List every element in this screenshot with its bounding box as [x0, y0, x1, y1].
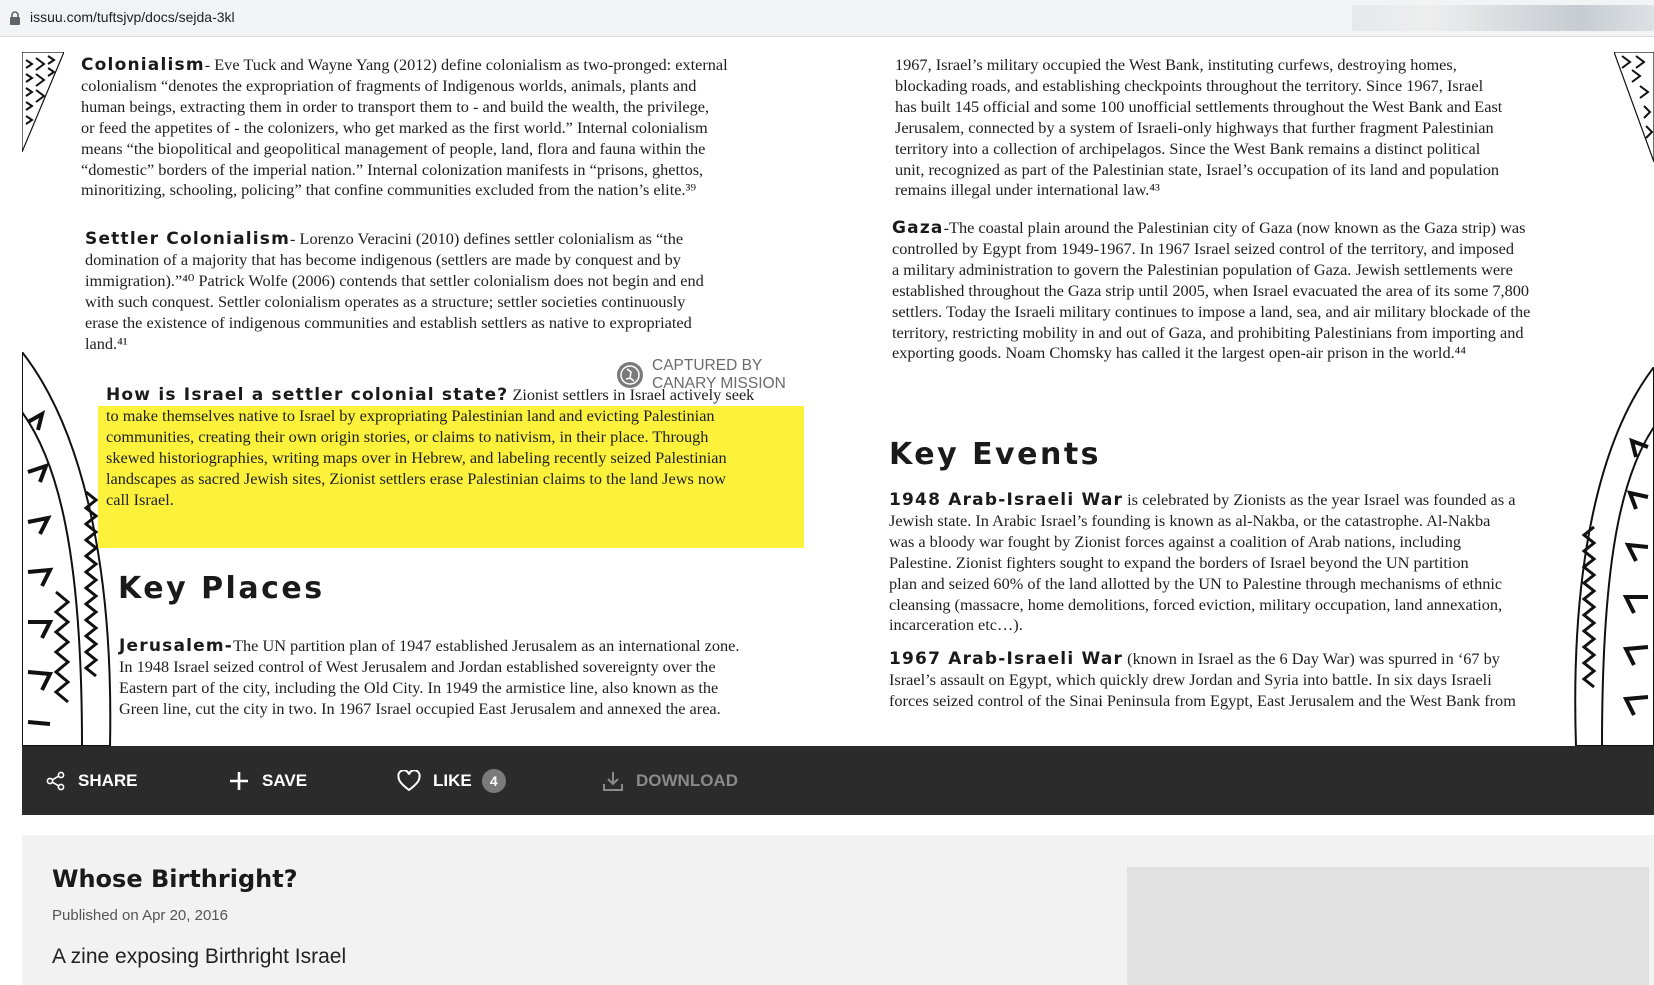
section-gaza: Gaza-The coastal plain around the Palestinian city of Gaza (now known as the Gaza strip) was controlled by Egypt from 1949-1967. In 1967 Israel seized control of the territory, and imposed a military administration to govern the Palestinian population of Gaza. Jewish settlements were established throughout the Gaza strip until 2005, when Israel evacuated the area of its some 7,800 settlers. Today the Israeli military continues to impose a land, sea, and air military blockade of the territory, restricting mobility in and out of Gaza, and prohibiting Palestinians from importing and exporting goods. Noam Chomsky has called it the largest open-air prison in the world.⁴⁴	[892, 218, 1531, 363]
like-count-badge: 4	[482, 769, 506, 793]
key-places-heading: Key Places	[118, 571, 325, 606]
key-events-heading: Key Events	[889, 437, 1102, 472]
section-heading: Colonialism	[81, 55, 205, 75]
keffiyeh-pattern-top-left	[22, 52, 64, 152]
like-button[interactable]: LIKE 4	[397, 746, 506, 815]
share-icon	[46, 771, 66, 791]
document-page	[22, 37, 1654, 746]
section-heading: How is Israel a settler colonial state?	[106, 385, 509, 405]
publication-info	[22, 835, 1654, 985]
section-1948-war: 1948 Arab-Israeli War is celebrated by Zionists as the year Israel was founded as a Jewish state. In Arabic Israel’s founding is known as al-Nakba, or the catastrophe. Al-Nakba was a bloody war fought by Zionist forces against a coalition of Arab nations, including Palestine. Zionist fighters sought to expand the borders of Israel beyond the UN partition plan and seized 60% of the land allotted by the UN to Palestine through mechanisms of ethnic cleansing (massacre, home demolitions, forced eviction, military occupation, land annexation, incarceration etc…).	[889, 490, 1516, 635]
document-toolbar	[22, 746, 1654, 815]
blurred-extensions	[1352, 5, 1654, 31]
section-heading: Jerusalem-	[119, 636, 234, 656]
keffiyeh-pattern-top-right	[1614, 52, 1654, 162]
section-heading: Settler Colonialism	[85, 229, 291, 249]
section-heading: Gaza	[892, 218, 944, 238]
publication-title: Whose Birthright?	[52, 865, 298, 893]
download-icon	[602, 770, 624, 792]
save-button[interactable]: SAVE	[228, 746, 307, 815]
section-settler-colonial-state: How is Israel a settler colonial state? Zionist settlers in Israel actively seek to make themselves native to Israel by expropriating Palestinian land and evicting Palestinian communities, creating their own origin stories, or claims to nativism, in their place. Through skewed historiographies, writing maps over in Hebrew, and labeling recently seized Palestinian landscapes as sacred Jewish sites, Zionist settlers erase Palestinian claims to the land Jews now call Israel.	[106, 385, 755, 509]
published-date: Published on Apr 20, 2016	[52, 907, 228, 924]
url-text[interactable]: issuu.com/tuftsjvp/docs/sejda-3kl	[30, 9, 235, 25]
section-heading: 1948 Arab-Israeli War	[889, 490, 1124, 510]
section-colonialism: Colonialism- Eve Tuck and Wayne Yang (2012) define colonialism as two-pronged: external colonialism “denotes the expropriation of fragments of Indigenous worlds, animals, plants and human beings, extracting them in order to transport them to - and build the wealth, the privilege, or feed the appetites of - the colonizers, who get marked as the first world.” Internal colonialism means “the biopolitical and geopolitical management of people, land, flora and fauna within the “domestic” borders of the imperial nation.” Internal colonization manifests in “prisons, ghettos, minoritizing, schooling, policing” that confine communities excluded from the nation’s elite.³⁹	[81, 55, 728, 200]
section-west-bank-continued: 1967, Israel’s military occupied the West Bank, instituting curfews, destroying homes, blockading roads, and establishing checkpoints throughout the territory. Since 1967, Israel has built 145 official and some 100 unofficial settlements throughout the West Bank and East Jerusalem, connected by a system of Israeli-only highways that further fragment Palestinian territory into a collection of archipelagos. Since the West Bank remains a distinct political unit, recognized as part of the Palestinian state, Israel’s occupation of its land and population remains illegal under international law.⁴³	[895, 55, 1503, 200]
lock-icon	[9, 11, 21, 25]
address-bar[interactable]	[0, 0, 1654, 37]
plus-icon	[228, 770, 250, 792]
download-button[interactable]: DOWNLOAD	[602, 746, 738, 815]
canary-mission-watermark: CAPTURED BY CANARY MISSION	[616, 357, 816, 395]
share-button[interactable]: SHARE	[46, 746, 138, 815]
section-1967-war: 1967 Arab-Israeli War (known in Israel as the 6 Day War) was spurred in ‘67 by Israel’s assault on Egypt, which quickly drew Jordan and Syria into battle. In six days Israeli forces seized control of the Sinai Peninsula from Egypt, East Jerusalem and the West Bank from	[889, 649, 1516, 710]
section-heading: 1967 Arab-Israeli War	[889, 649, 1124, 669]
publication-description: A zine exposing Birthright Israel	[52, 945, 347, 968]
section-settler-colonialism: Settler Colonialism- Lorenzo Veracini (2010) defines settler colonialism as “the domination of a majority that has become indigenous (settlers are made by conquest and by immigration).”⁴⁰ Patrick Wolfe (2006) contends that settler colonialism does not begin and end with such conquest. Settler colonialism operates as a structure; settler societies continuously erase the existence of indigenous communities and establish settlers as native to expropriated land.⁴¹	[85, 229, 704, 353]
section-jerusalem: Jerusalem-The UN partition plan of 1947 established Jerusalem as an international zone. In 1948 Israel seized control of West Jerusalem and Jordan established sovereignty over the Eastern part of the city, including the Old City. In 1949 the armistice line, also known as the Green line, cut the city in two. In 1967 Israel occupied East Jerusalem and annexed the area.	[119, 636, 740, 718]
heart-icon	[397, 770, 421, 792]
ad-placeholder	[1127, 867, 1649, 985]
